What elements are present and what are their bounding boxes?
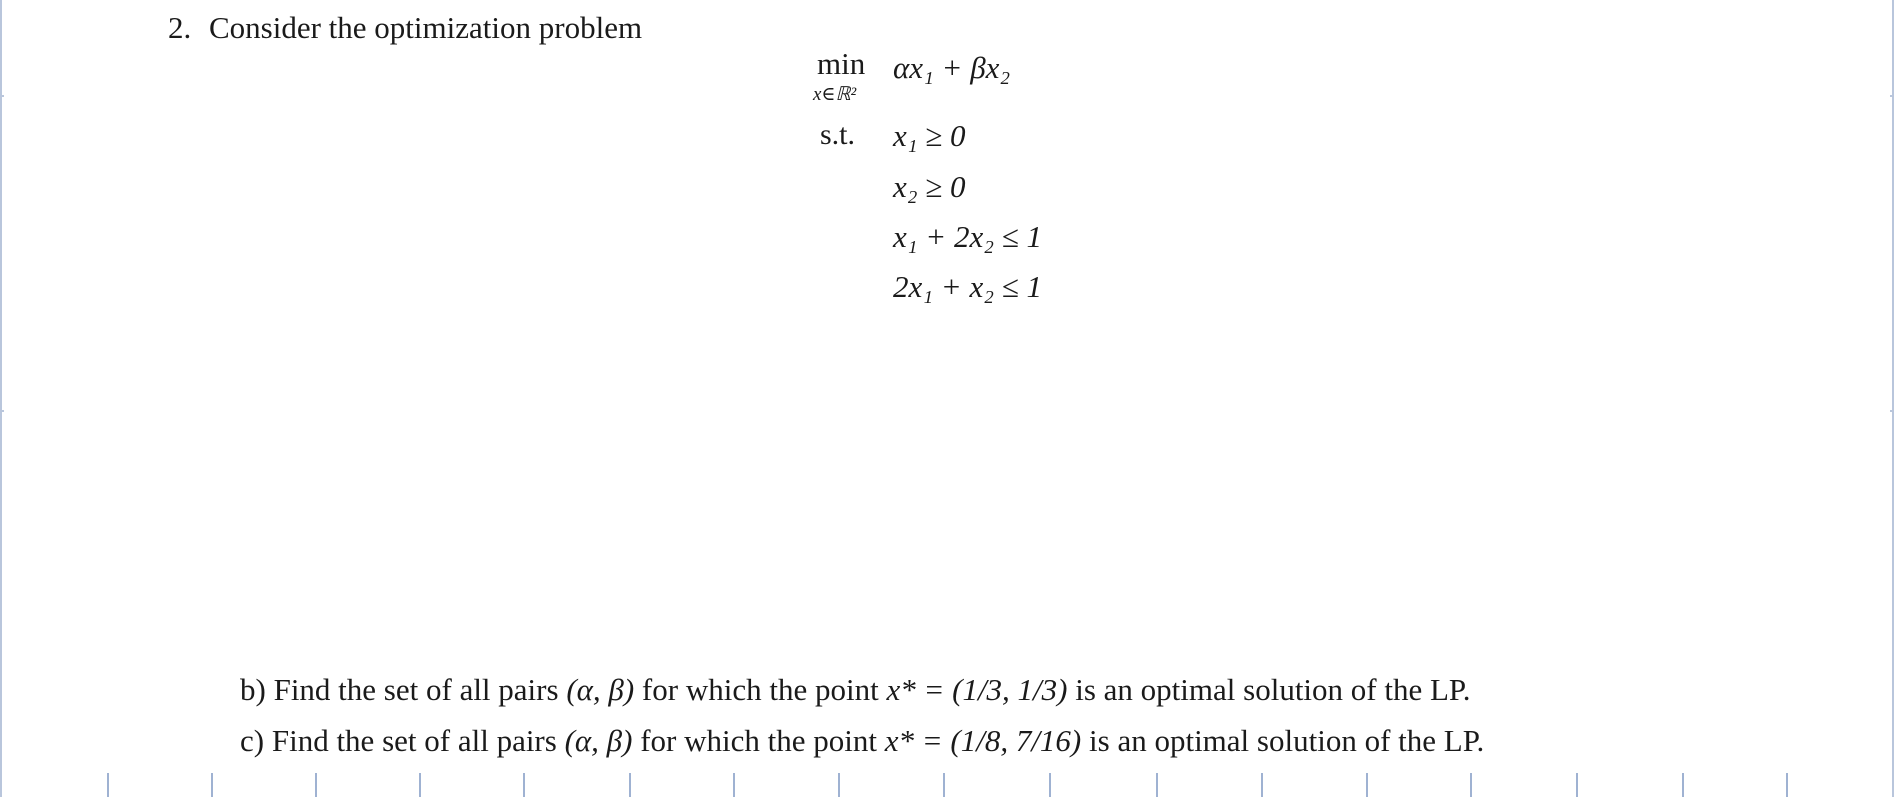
min-domain: x∈ℝ²: [813, 84, 857, 105]
pair-expression: (α, β): [564, 723, 633, 758]
point-expression: x* = (1/8, 7/16): [884, 723, 1082, 758]
ruler-tick: [1049, 773, 1051, 797]
ruler-tick: [1261, 773, 1263, 797]
part-label: c): [240, 723, 265, 758]
point-expression: x* = (1/3, 1/3): [886, 672, 1068, 707]
constraint-1: x₁ ≥ 0: [893, 118, 966, 153]
part-text: for which the point: [640, 723, 877, 758]
ruler-tick: [1366, 773, 1368, 797]
page-edge-tick: [0, 410, 4, 412]
problem-number: 2.: [168, 10, 192, 45]
ruler-tick: [1470, 773, 1472, 797]
constraint-3: x₁ + 2x₂ ≤ 1: [893, 219, 1043, 254]
ruler-tick: [943, 773, 945, 797]
page-edge-tick: [1890, 410, 1894, 412]
part-c: [240, 723, 1484, 759]
ruler-tick: [838, 773, 840, 797]
part-b: [240, 672, 1471, 708]
ruler-tick: [733, 773, 735, 797]
part-text: Find the set of all pairs: [271, 723, 557, 758]
ruler-tick: [1786, 773, 1788, 797]
page-edge-left: [0, 0, 2, 797]
ruler-tick: [1576, 773, 1578, 797]
ruler-tick: [419, 773, 421, 797]
part-text: is an optimal solution of the LP.: [1075, 672, 1471, 707]
part-text: Find the set of all pairs: [273, 672, 559, 707]
page-edge-tick: [0, 95, 4, 97]
ruler-tick: [523, 773, 525, 797]
min-operator: min: [817, 46, 866, 81]
ruler-tick: [211, 773, 213, 797]
pair-expression: (α, β): [566, 672, 635, 707]
constraint-2: x₂ ≥ 0: [893, 169, 966, 204]
ruler-tick: [1682, 773, 1684, 797]
ruler-tick: [107, 773, 109, 797]
problem-intro: Consider the optimization problem: [209, 10, 643, 45]
ruler-tick: [629, 773, 631, 797]
part-label: b): [240, 672, 266, 707]
objective-function: αx₁ + βx₂: [893, 50, 1011, 85]
part-text: is an optimal solution of the LP.: [1089, 723, 1485, 758]
problem-heading: [168, 10, 642, 46]
page-edge-tick: [1890, 95, 1894, 97]
ruler-tick: [315, 773, 317, 797]
subject-to-label: s.t.: [820, 118, 856, 151]
constraint-4: 2x₁ + x₂ ≤ 1: [893, 269, 1043, 304]
part-text: for which the point: [641, 672, 879, 707]
ruler-tick: [1156, 773, 1158, 797]
